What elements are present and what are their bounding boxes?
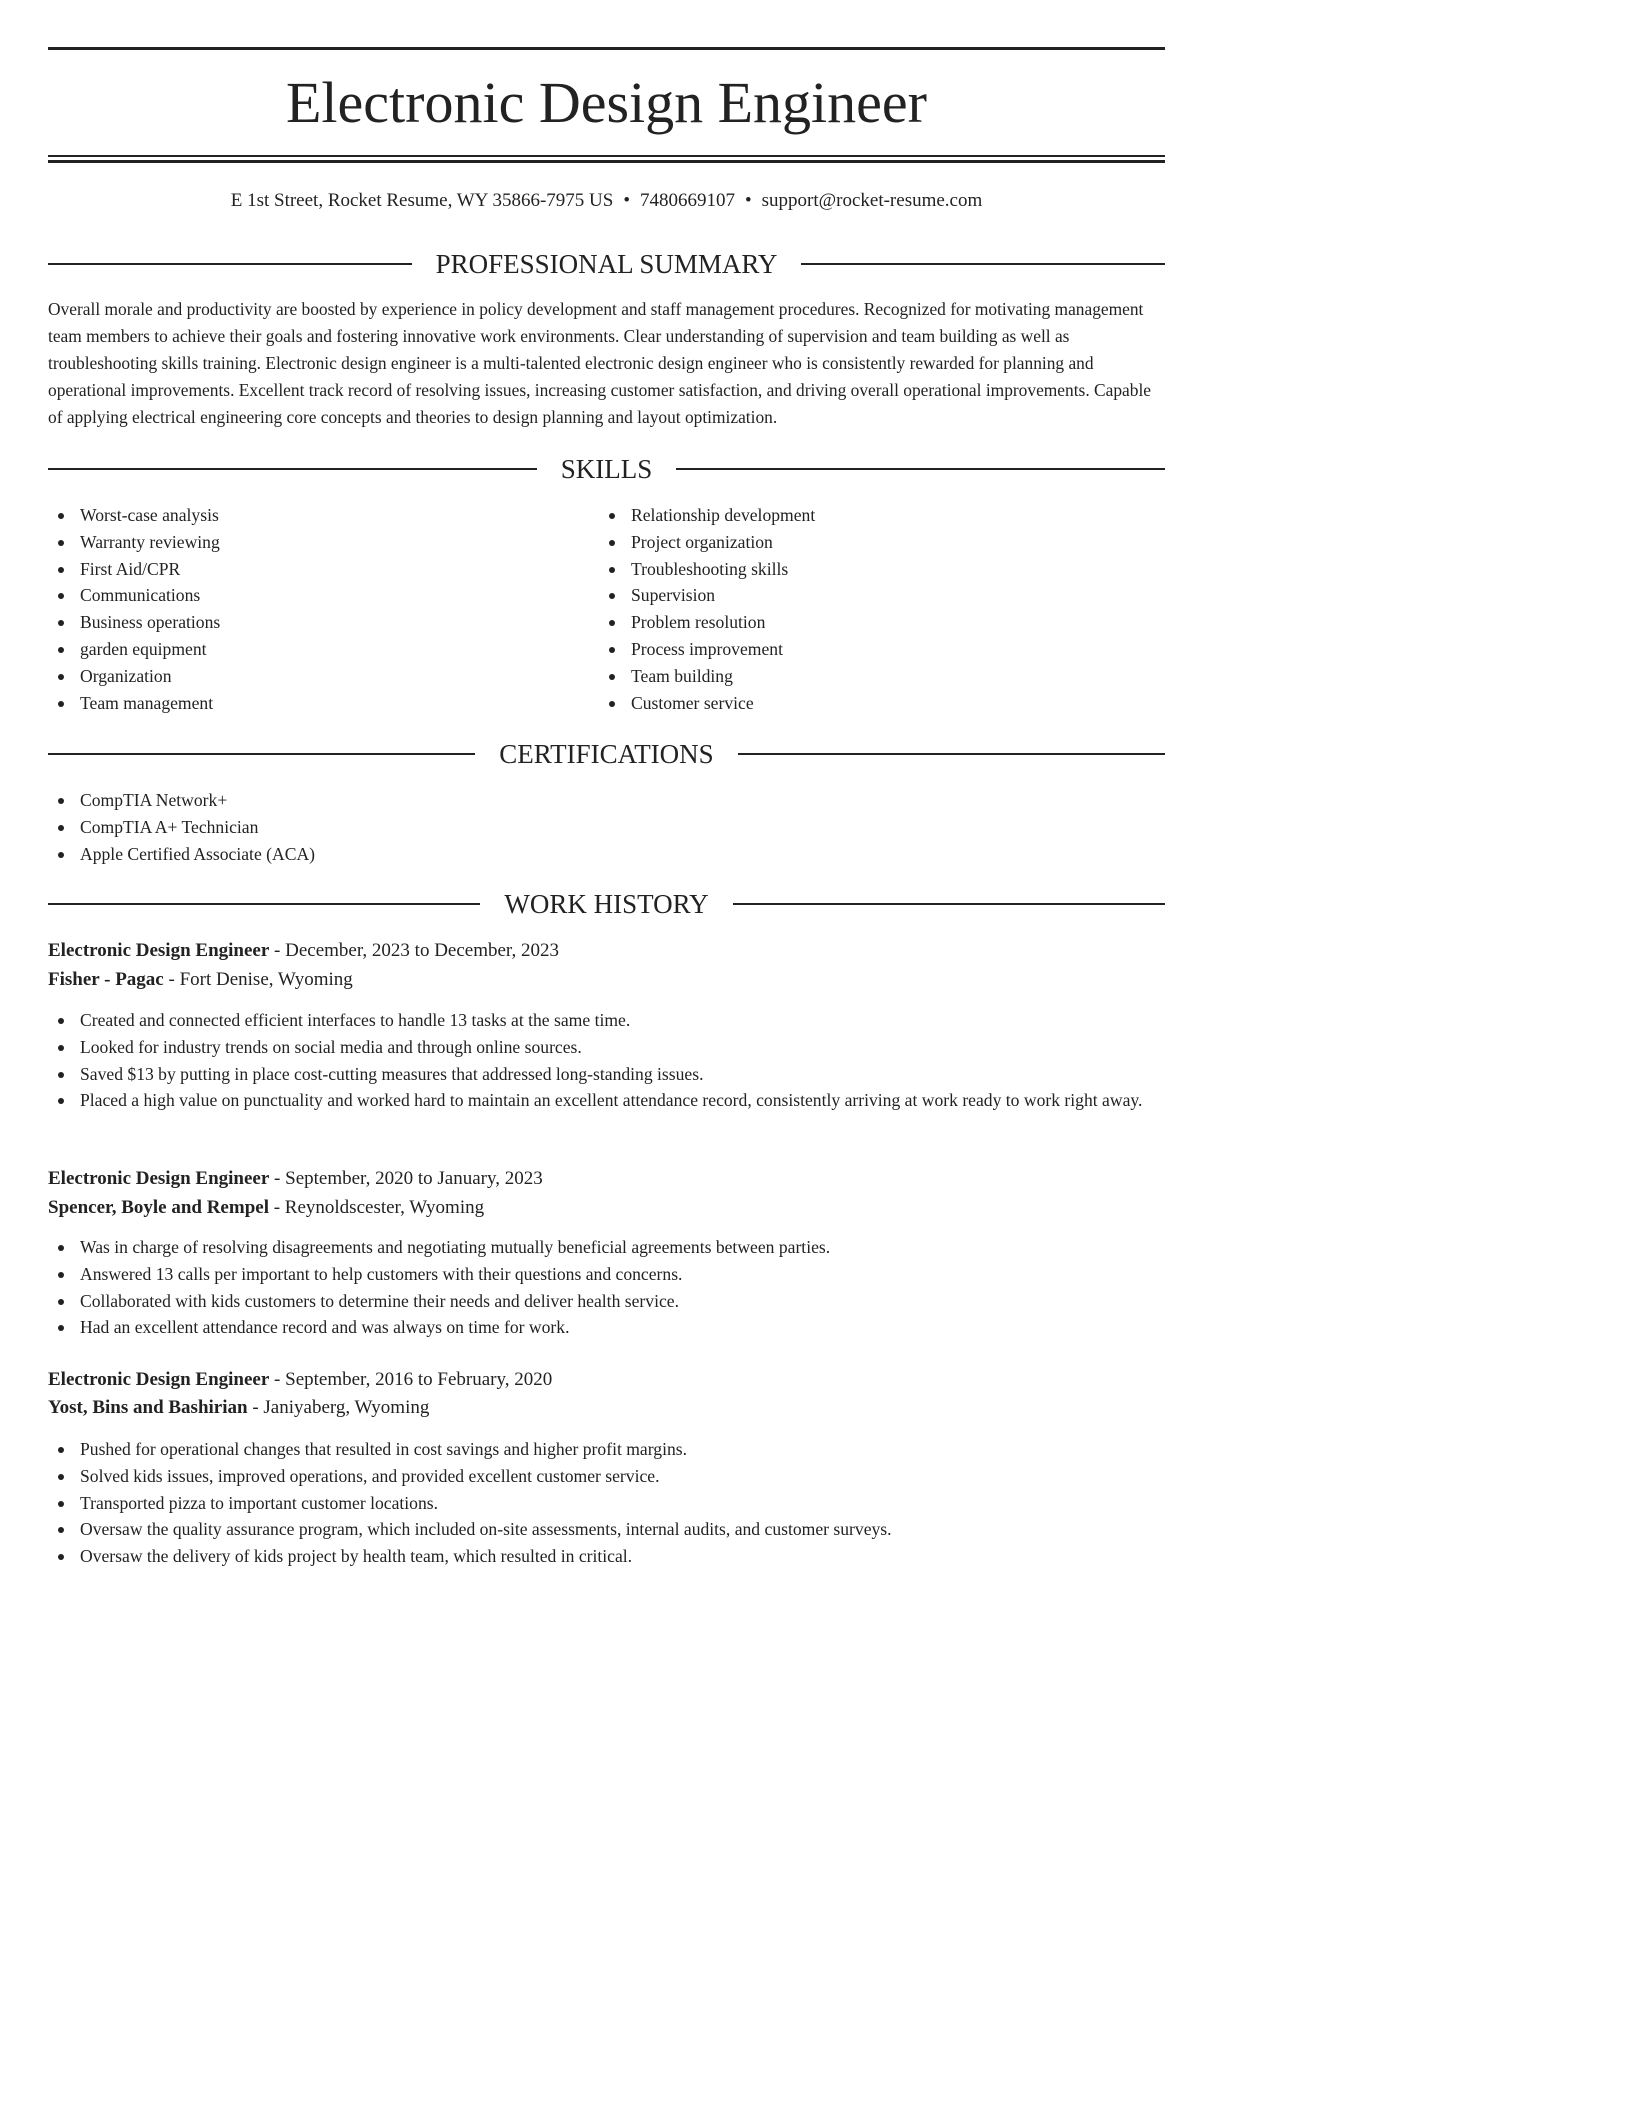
list-item: Warranty reviewing <box>48 529 588 556</box>
job-location: - Reynoldscester, Wyoming <box>273 1197 485 1218</box>
list-item: Organization <box>48 663 588 690</box>
top-rule <box>48 47 1165 50</box>
job-company: Yost, Bins and Bashirian <box>48 1397 248 1418</box>
skills-list-right <box>599 502 1159 716</box>
list-item: Project organization <box>599 529 1159 556</box>
certifications-heading-label: CERTIFICATIONS <box>499 739 714 769</box>
heading-rule <box>48 753 475 755</box>
job-company: Spencer, Boyle and Rempel <box>48 1197 269 1218</box>
contact-address: E 1st Street, Rocket Resume, WY 35866-7975 US <box>230 190 614 211</box>
list-item: Oversaw the quality assurance program, which included on-site assessments, internal audits, and customer surveys. <box>48 1516 1165 1543</box>
job-title-line <box>48 1366 1165 1394</box>
contact-email: support@rocket-resume.com <box>761 190 983 211</box>
list-item: Placed a high value on punctuality and worked hard to maintain an excellent attendance record, consistently arriving at work ready to work right away. <box>48 1087 1165 1114</box>
list-item: Problem resolution <box>599 609 1159 636</box>
list-item: Saved $13 by putting in place cost-cutting measures that addressed long-standing issues. <box>48 1061 1165 1088</box>
list-item: Answered 13 calls per important to help customers with their questions and concerns. <box>48 1261 1165 1288</box>
heading-rule <box>738 753 1165 755</box>
skills-heading-label: SKILLS <box>560 454 653 484</box>
list-item: Created and connected efficient interfaces to handle 13 tasks at the same time. <box>48 1007 1165 1034</box>
job-location: - Fort Denise, Wyoming <box>168 969 353 990</box>
list-item: Relationship development <box>599 502 1159 529</box>
list-item: Worst-case analysis <box>48 502 588 529</box>
list-item: CompTIA A+ Technician <box>48 814 1165 841</box>
list-item: First Aid/CPR <box>48 556 588 583</box>
heading-rule <box>676 468 1165 470</box>
work-history-heading-label: WORK HISTORY <box>504 889 709 919</box>
list-item: Transported pizza to important customer locations. <box>48 1490 1165 1517</box>
list-item: Team management <box>48 690 588 717</box>
list-item: Customer service <box>599 690 1159 717</box>
contact-phone: 7480669107 <box>639 190 735 211</box>
job-dates: - September, 2016 to February, 2020 <box>274 1369 553 1390</box>
job-location: - Janiyaberg, Wyoming <box>252 1397 430 1418</box>
summary-heading-label: PROFESSIONAL SUMMARY <box>435 249 778 279</box>
list-item: Had an excellent attendance record and was always on time for work. <box>48 1314 1165 1341</box>
job-bullets <box>48 1007 1165 1114</box>
list-item: Communications <box>48 582 588 609</box>
certifications-heading <box>48 737 1165 771</box>
title-double-rule-top <box>48 155 1165 157</box>
job-title: Electronic Design Engineer <box>48 1369 270 1390</box>
summary-text: Overall morale and productivity are boosted by experience in policy development and staff management procedures. Recognized for motivating management team members to achieve their goals and fostering innovative work environments. Clear understanding of supervision and team building as well as troubleshooting skills training. Electronic design engineer is a multi-talented electronic design engineer who is consistently rewarded for planning and operational improvements. Excellent track record of resolving issues, increasing customer satisfaction, and driving overall operational improvements. Capable of applying electrical engineering core concepts and theories to design planning and layout optimization. <box>48 299 1151 427</box>
heading-rule <box>48 903 480 905</box>
list-item: Pushed for operational changes that resulted in cost savings and higher profit margins. <box>48 1436 1165 1463</box>
heading-rule <box>801 263 1165 265</box>
job-company-line <box>48 1394 1165 1422</box>
contact-separator: • <box>744 190 752 211</box>
job-bullets <box>48 1234 1165 1341</box>
resume-title: Electronic Design Engineer <box>286 70 927 135</box>
certifications-list <box>48 787 1165 867</box>
job-title-line <box>48 1165 1165 1193</box>
list-item: Oversaw the delivery of kids project by health team, which resulted in critical. <box>48 1543 1165 1570</box>
list-item: Collaborated with kids customers to determine their needs and deliver health service. <box>48 1288 1165 1315</box>
job-bullets <box>48 1436 1165 1570</box>
skills-heading <box>48 452 1165 486</box>
job-company: Fisher - Pagac <box>48 969 164 990</box>
heading-rule <box>48 468 537 470</box>
list-item: Supervision <box>599 582 1159 609</box>
summary-heading <box>48 247 1165 281</box>
list-item: Team building <box>599 663 1159 690</box>
list-item: garden equipment <box>48 636 588 663</box>
list-item: Solved kids issues, improved operations, and provided excellent customer service. <box>48 1463 1165 1490</box>
job-title-line <box>48 937 1165 965</box>
job-company-line <box>48 1194 1165 1222</box>
contact-line <box>48 186 1165 216</box>
list-item: Looked for industry trends on social media and through online sources. <box>48 1034 1165 1061</box>
list-item: CompTIA Network+ <box>48 787 1165 814</box>
title-double-rule-bottom <box>48 160 1165 163</box>
heading-rule <box>733 903 1165 905</box>
list-item: Business operations <box>48 609 588 636</box>
job-dates: - December, 2023 to December, 2023 <box>274 940 560 961</box>
job-dates: - September, 2020 to January, 2023 <box>274 1168 543 1189</box>
skills-list-left <box>48 502 588 716</box>
work-history-heading <box>48 887 1165 921</box>
resume-page <box>48 0 1165 1567</box>
heading-rule <box>48 263 412 265</box>
list-item: Was in charge of resolving disagreements and negotiating mutually beneficial agreements between parties. <box>48 1234 1165 1261</box>
job-title: Electronic Design Engineer <box>48 1168 270 1189</box>
list-item: Apple Certified Associate (ACA) <box>48 841 1165 868</box>
job-title: Electronic Design Engineer <box>48 940 270 961</box>
contact-separator: • <box>623 190 630 211</box>
list-item: Troubleshooting skills <box>599 556 1159 583</box>
job-company-line <box>48 966 1165 994</box>
list-item: Process improvement <box>599 636 1159 663</box>
